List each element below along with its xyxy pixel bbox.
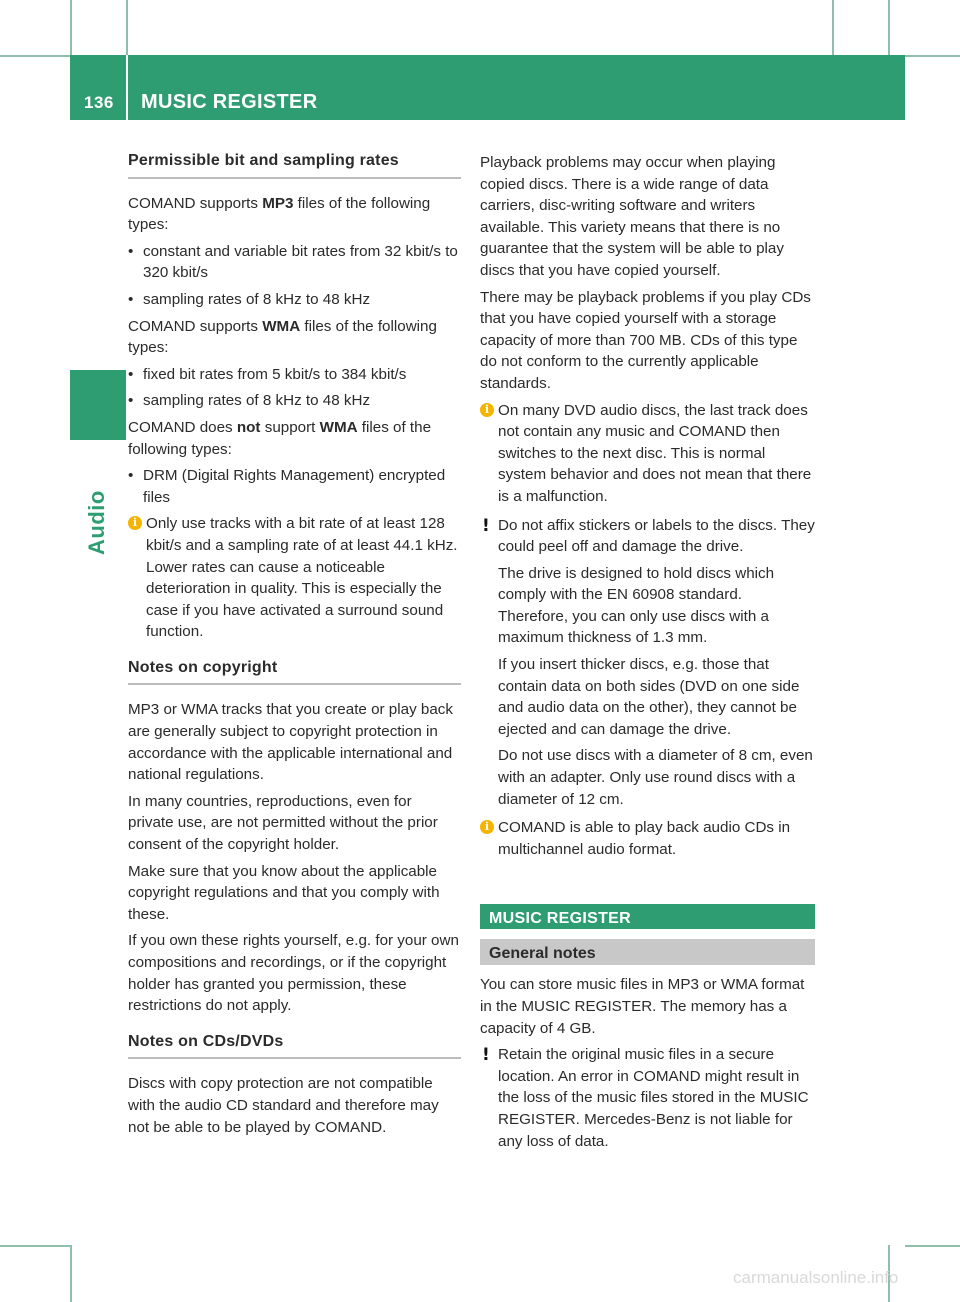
- list-item: • fixed bit rates from 5 kbit/s to 384 kbit/s: [128, 365, 407, 383]
- info-note: i COMAND is able to play back audio CDs in multichannel audio format.: [480, 817, 815, 860]
- left-column: [128, 150, 461, 1143]
- subsection-band-general-notes: General notes: [480, 939, 815, 965]
- section-heading-cds: Notes on CDs/DVDs: [128, 1031, 461, 1060]
- crop-mark: [905, 1245, 960, 1247]
- list-item: • constant and variable bit rates from 32 kbit/s to 320 kbit/s: [128, 242, 458, 282]
- paragraph: Make sure that you know about the applicable copyright regulations and that you comply with these.: [128, 862, 440, 923]
- list-item: • sampling rates of 8 kHz to 48 kHz: [128, 392, 371, 410]
- wma-intro: COMAND supports WMA files of the following types:: [128, 317, 437, 357]
- crop-mark: [70, 0, 72, 55]
- info-icon: i: [480, 403, 494, 417]
- page-number: 136: [84, 93, 114, 112]
- list-item: • DRM (Digital Rights Management) encrypted files: [128, 467, 446, 506]
- crop-mark: [888, 0, 890, 55]
- warning-note: ! Retain the original music files in a secure location. An error in COMAND might result in the loss of the music files stored in the MUSIC REGISTER. Mercedes-Benz is not liable for any loss of data.: [482, 1045, 809, 1150]
- paragraph: Discs with copy protection are not compatible with the audio CD standard and therefore may not be able to be played by COMAND.: [128, 1075, 439, 1136]
- section-heading-copyright: Notes on copyright: [128, 657, 461, 686]
- crop-mark: [832, 0, 834, 55]
- warning-icon: !: [482, 1045, 490, 1066]
- paragraph: MP3 or WMA tracks that you create or play back are generally subject to copyright protection in accordance with the applicable international and national regulations.: [128, 701, 453, 784]
- crop-mark: [70, 1245, 72, 1302]
- not-supported-intro: COMAND does not support WMA files of the following types:: [128, 418, 432, 458]
- side-tab-label: Audio: [84, 490, 109, 555]
- info-note: i On many DVD audio discs, the last track does not contain any music and COMAND then switches to the next disc. This is normal system behavior and does not mean that there is a malfunction.: [480, 400, 815, 508]
- warning-note: ! Do not affix stickers or labels to the discs. They could peel off and damage the drive. The drive is designed to hold discs which comply with the EN 60908 standard. Therefore, you can only use discs with a maximum thickness of 1.3 mm. If you insert thicker discs, e.g. those that contain data on both sides (DVD on one side and audio data on the other), they cannot be ejected and can damage the drive. Do not use discs with a diameter of 8 cm, even with an adapter. Only use round discs with a diameter of 12 cm.: [482, 515, 815, 808]
- paragraph: You can store music files in MP3 or WMA format in the MUSIC REGISTER. The memory has a capacity of 4 GB.: [480, 976, 805, 1037]
- section-band-music-register: MUSIC REGISTER: [480, 904, 815, 929]
- watermark: carmanualsonline.info: [733, 1268, 899, 1287]
- info-note: i Only use tracks with a bit rate of at least 128 kbit/s and a sampling rate of at least 44.1 kHz. Lower rates can cause a noticeable deterioration in quality. This is especially the case if you have activated a surround sound function.: [128, 513, 461, 643]
- paragraph: In many countries, reproductions, even for private use, are not permitted without the prior consent of the copyright holder.: [128, 792, 438, 854]
- paragraph: There may be playback problems if you play CDs that you have copied yourself with a storage capacity of more than 700 MB. CDs of this type do not conform to the currently applicable standards.: [480, 288, 811, 392]
- section-heading-bitrates: Permissible bit and sampling rates: [128, 150, 461, 179]
- header-title: MUSIC REGISTER: [141, 91, 318, 113]
- crop-mark: [0, 55, 70, 57]
- side-tab-marker: [70, 370, 126, 440]
- paragraph: Playback problems may occur when playing copied discs. There is a wide range of data carriers, disc-writing software and writers available. This variety means that there is no guarantee that the system will be able to play discs that you have copied yourself.: [480, 154, 784, 279]
- info-icon: i: [480, 820, 494, 834]
- info-icon: i: [128, 516, 142, 530]
- paragraph: If you own these rights yourself, e.g. for your own compositions and recordings, or if the copyright holder has granted you permission, these restrictions do not apply.: [128, 932, 459, 1015]
- crop-mark: [0, 1245, 70, 1247]
- warning-icon: !: [482, 515, 490, 536]
- crop-mark: [905, 55, 960, 57]
- mp3-intro: COMAND supports MP3 files of the following types:: [128, 194, 431, 234]
- list-item: • sampling rates of 8 kHz to 48 kHz: [128, 290, 371, 308]
- header-separator: [126, 55, 128, 120]
- right-column: [480, 152, 815, 1159]
- crop-mark: [126, 0, 128, 55]
